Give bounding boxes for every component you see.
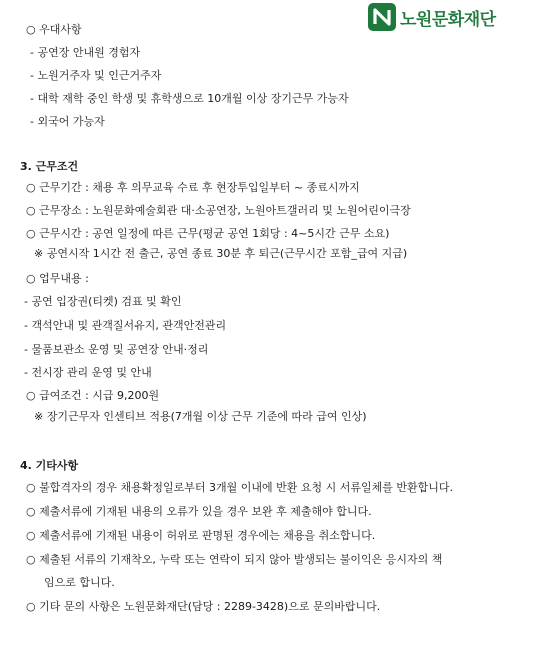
section-heading-other: 4. 기타사항 xyxy=(20,459,79,472)
work-condition-item: ○ 급여조건 : 시급 9,200원 xyxy=(26,389,160,402)
work-condition-item: ○ 근무시간 : 공연 일정에 따른 근무(평균 공연 1회당 : 4~5시간 근무 소요) xyxy=(26,227,390,240)
preference-item: - 공연장 안내원 경험자 xyxy=(30,46,141,59)
duty-item: - 물품보관소 운영 및 공연장 안내·정리 xyxy=(24,343,209,356)
foundation-logo-icon xyxy=(368,3,396,31)
other-item: ○ 제출서류에 기재된 내용이 허위로 판명된 경우에는 채용을 취소합니다. xyxy=(26,529,376,542)
duty-item: - 공연 입장권(티켓) 검표 및 확인 xyxy=(24,295,182,308)
other-item: ○ 제출된 서류의 기재착오, 누락 또는 연락이 되지 않아 발생되는 불이익은 응시자의 책 xyxy=(26,553,443,566)
work-condition-item: ○ 근무기간 : 채용 후 의무교육 수료 후 현장투입일부터 ~ 종료시까지 xyxy=(26,181,360,194)
preference-item: - 노원거주자 및 인근거주자 xyxy=(30,69,162,82)
duty-item: - 전시장 관리 운영 및 안내 xyxy=(24,366,152,379)
section-heading-work-conditions: 3. 근무조건 xyxy=(20,160,79,173)
work-condition-note: ※ 공연시작 1시간 전 출근, 공연 종료 30분 후 퇴근(근무시간 포함_급여 지급) xyxy=(34,247,408,260)
duty-item: - 객석안내 및 관객질서유지, 관객안전관리 xyxy=(24,319,227,332)
preference-heading: ○ 우대사항 xyxy=(26,23,82,36)
work-condition-item: ○ 업무내용 : xyxy=(26,272,89,285)
other-item: ○ 불합격자의 경우 채용확정일로부터 3개월 이내에 반환 요청 시 서류일체를 반환합니다. xyxy=(26,481,453,494)
work-condition-item: ○ 근무장소 : 노원문화예술회관 대·소공연장, 노원아트갤러리 및 노원어린이극장 xyxy=(26,204,411,217)
preference-item: - 대학 재학 중인 학생 및 휴학생으로 10개월 이상 장기근무 가능자 xyxy=(30,92,349,105)
preference-item: - 외국어 가능자 xyxy=(30,115,105,128)
other-item: ○ 제출서류에 기재된 내용의 오류가 있을 경우 보완 후 제출해야 합니다. xyxy=(26,505,372,518)
logo-text: 노원문화재단 xyxy=(400,9,496,30)
nowon-culture-foundation-logo xyxy=(368,2,496,32)
other-item: ○ 기타 문의 사항은 노원문화재단(담당 : 2289-3428)으로 문의바랍니다. xyxy=(26,600,381,613)
work-condition-note: ※ 장기근무자 인센티브 적용(7개월 이상 근무 기준에 따라 급여 인상) xyxy=(34,410,367,423)
other-item-continuation: 임으로 합니다. xyxy=(44,576,115,589)
